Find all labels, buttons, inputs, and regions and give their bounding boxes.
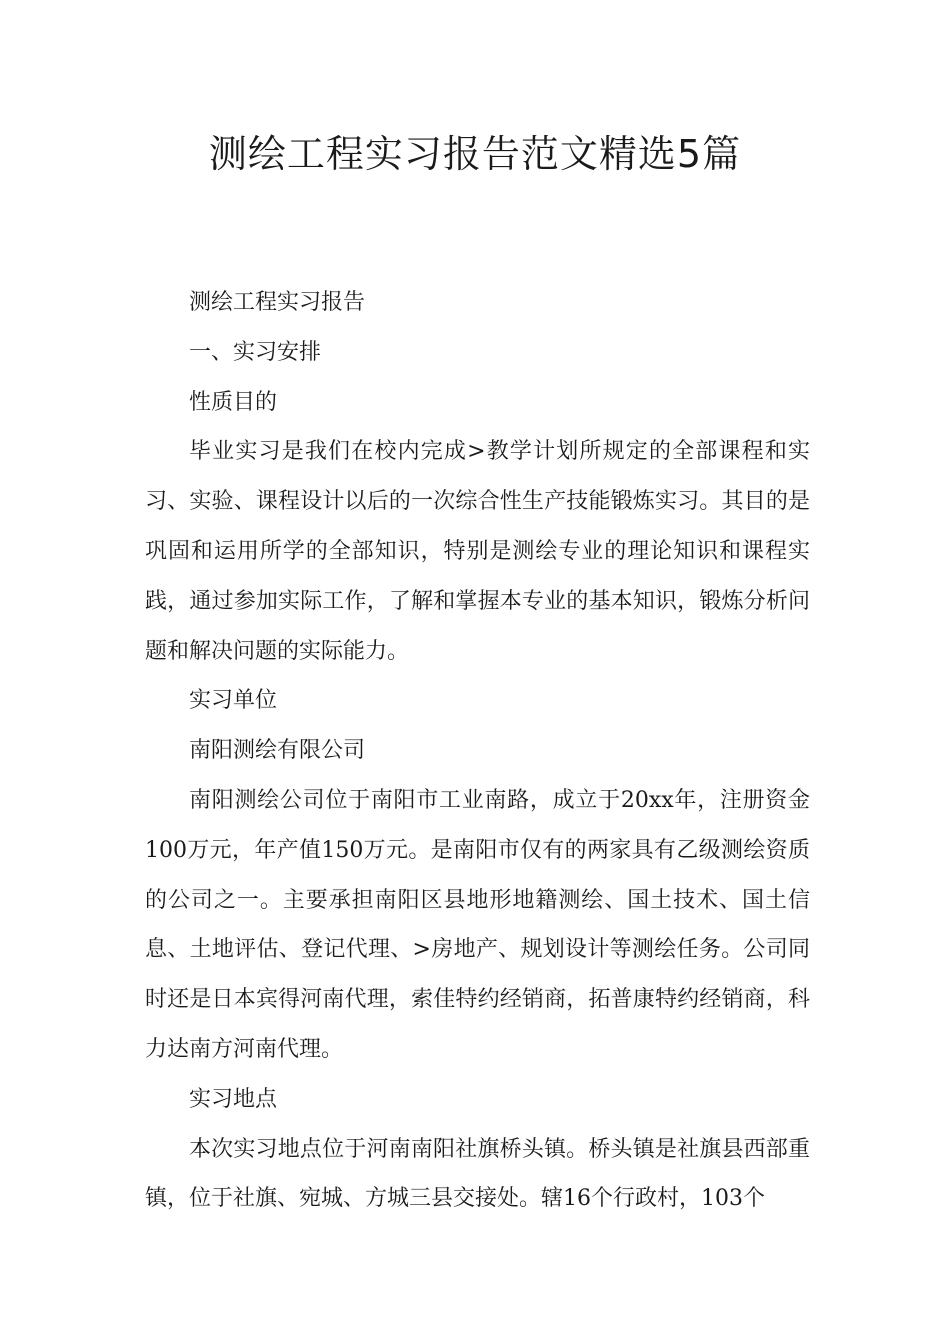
paragraph-subheading-purpose: 性质目的 — [189, 389, 278, 415]
paragraph-company-text: 南阳测绘公司位于南阳市工业南路，成立于20xx年，注册资金100万元，年产值150万元。是南阳市仅有的两家具有乙级测绘资质的公司之一。主要承担南阳区县地形地籍测绘、国土技术、国土信息、土地评估、登记代理、>房地产、规划设计等测绘任务。公司同时还是日本宾得河南代理，索佳特约经销商，拓普康特约经销商，科力达南方河南代理。 — [145, 787, 811, 1062]
document-body — [145, 278, 810, 1224]
paragraph-subheading-unit: 实习单位 — [189, 688, 278, 714]
paragraph-section-heading: 一、实习安排 — [189, 339, 322, 365]
paragraph-report-heading: 测绘工程实习报告 — [189, 290, 366, 315]
paragraph-company-name: 南阳测绘有限公司 — [189, 738, 366, 764]
paragraph-purpose-text: 毕业实习是我们在校内完成>教学计划所规定的全部课程和实习、实验、课程设计以后的一次综合性生产技能锻炼实习。其目的是巩固和运用所学的全部知识，特别是测绘专业的理论知识和课程实践，通过参加实际工作，了解和掌握本专业的基本知识，锻炼分析问题和解决问题的实际能力。 — [145, 439, 810, 664]
document-title: 测绘工程实习报告范文精选5篇 — [208, 132, 742, 176]
paragraph-subheading-location: 实习地点 — [189, 1086, 278, 1112]
paragraph-location-text: 本次实习地点位于河南南阳社旗桥头镇。桥头镇是社旗县西部重镇，位于社旗、宛城、方城三县交接处。辖16个行政村，103个 — [145, 1136, 810, 1212]
